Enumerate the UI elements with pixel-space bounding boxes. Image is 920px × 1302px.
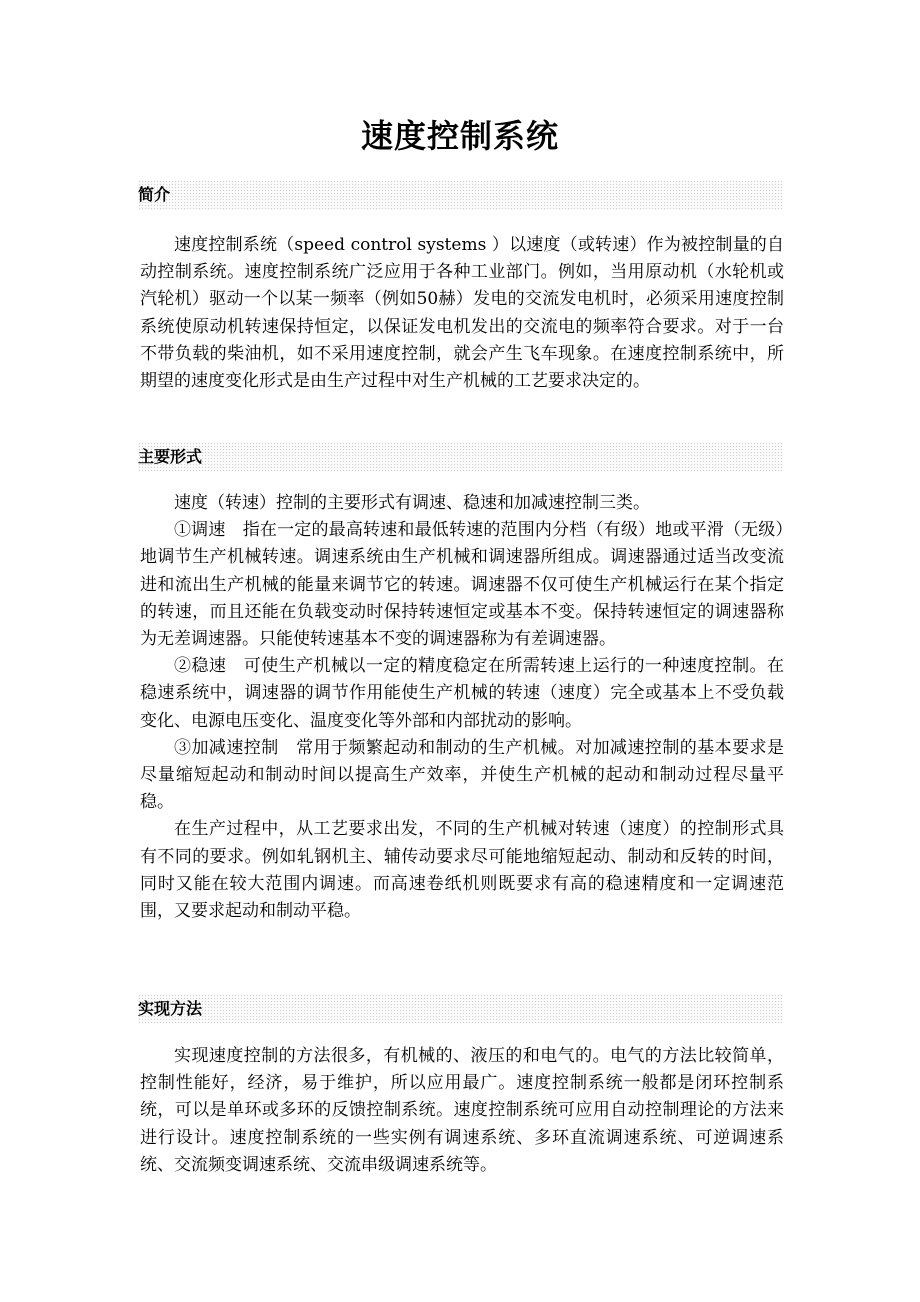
section-body-main-forms	[140, 490, 784, 925]
section-heading-main-forms: 主要形式	[138, 442, 783, 472]
paragraph: ②稳速 可使生产机械以一定的精度稳定在所需转速上运行的一种速度控制。在稳速系统中，调速器的调节作用能使生产机械的转速（速度）完全或基本上不受负载变化、电源电压变化、温度变化等外部和内部扰动的影响。	[140, 656, 784, 731]
paragraph: 实现速度控制的方法很多，有机械的、液压的和电气的。电气的方法比较简单，控制性能好，经济，易于维护，所以应用最广。速度控制系统一般都是闭环控制系统，可以是单环或多环的反馈控制系统。速度控制系统可应用自动控制理论的方法来进行设计。速度控制系统的一些实例有调速系统、多环直流调速系统、可逆调速系统、交流频变调速系统、交流串级调速系统等。	[140, 1046, 784, 1175]
paragraph: 速度控制系统（speed control systems ）以速度（或转速）作为被控制量的自动控制系统。速度控制系统广泛应用于各种工业部门。例如，当用原动机（水轮机或汽轮机）驱动一个以某一频率（例如50赫）发电的交流发电机时，必须采用速度控制系统使原动机转速保持恒定，以保证发电机发出的交流电的频率符合要求。对于一台不带负载的柴油机，如不采用速度控制，就会产生飞车现象。在速度控制系统中，所期望的速度变化形式是由生产过程中对生产机械的工艺要求决定的。	[140, 235, 784, 392]
page-title: 速度控制系统	[360, 117, 559, 155]
section-heading-methods: 实现方法	[138, 994, 783, 1024]
paragraph: ①调速 指在一定的最高转速和最低转速的范围内分档（有级）地或平滑（无级）地调节生产机械转速。调速系统由生产机械和调速器所组成。调速器通过适当改变流进和流出生产机械的能量来调节它的转速。调速器不仅可使生产机械运行在某个指定的转速，而且还能在负载变动时保持转速恒定或基本不变。保持转速恒定的调速器称为无差调速器。只能使转速基本不变的调速器称为有差调速器。	[140, 520, 784, 650]
paragraph: 速度（转速）控制的主要形式有调速、稳速和加减速控制三类。	[174, 493, 650, 513]
section-heading-intro: 简介	[138, 180, 783, 210]
section-body-methods	[140, 1043, 784, 1179]
paragraph: ③加减速控制 常用于频繁起动和制动的生产机械。对加减速控制的基本要求是尽量缩短起动和制动时间以提高生产效率，并使生产机械的起动和制动过程尽量平稳。	[140, 737, 784, 813]
paragraph: 在生产过程中，从工艺要求出发，不同的生产机械对转速（速度）的控制形式具有不同的要求。例如轧钢机主、辅传动要求尽可能地缩短起动、制动和反转的时间，同时又能在较大范围内调速。而高速卷纸机则既要求有高的稳速精度和一定调速范围，又要求起动和制动平稳。	[140, 819, 784, 922]
section-body-intro	[140, 232, 784, 395]
